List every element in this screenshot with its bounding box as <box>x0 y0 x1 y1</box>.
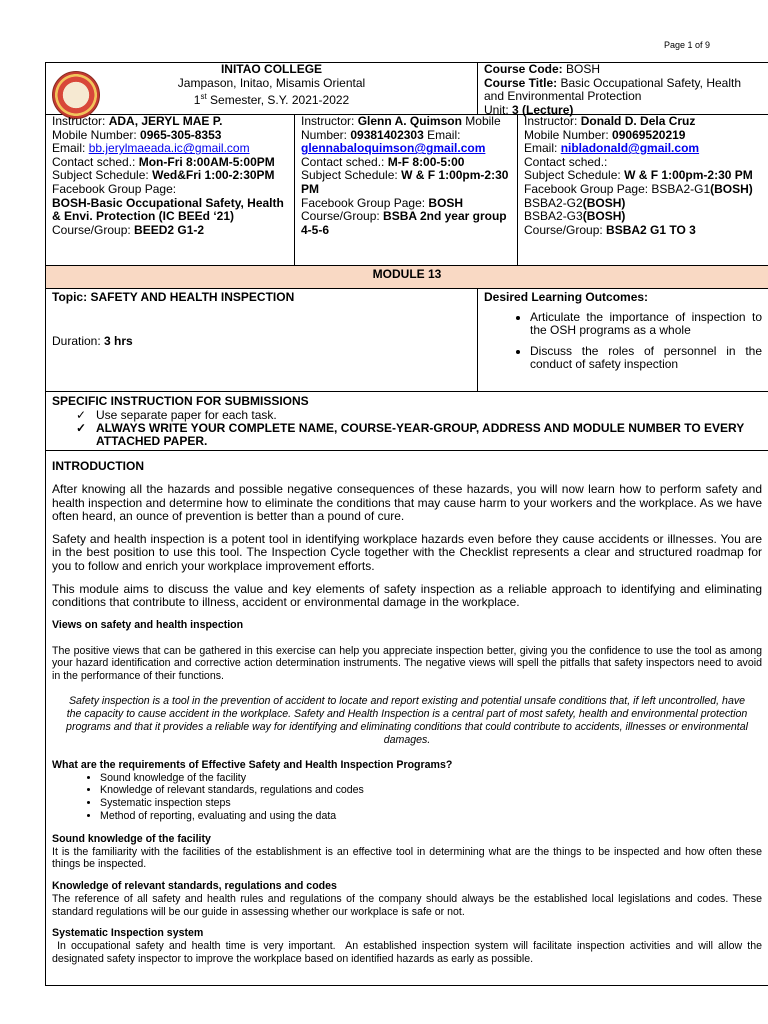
semester: 1st Semester, S.Y. 2021-2022 <box>193 92 350 108</box>
section-heading: Knowledge of relevant standards, regulations and codes <box>52 879 337 892</box>
outcome-item: • Discuss the roles of personnel in the conduct of safety inspection <box>530 345 762 372</box>
section-text: It is the familiarity with the facilities of the establishment is an effective tool in determining what are the things to be inspected and how often these things be inspected. <box>52 845 762 871</box>
duration: 3 hrs <box>104 333 133 348</box>
topic-block: Topic: SAFETY AND HEALTH INSPECTION Duration: 3 hrs <box>46 289 478 391</box>
outcome-item: • Articulate the importance of inspection to the OSH programs as a whole <box>530 311 762 338</box>
college-address: Jampason, Initao, Misamis Oriental <box>177 75 366 90</box>
page-number: Page 1 of 9 <box>663 40 710 50</box>
intro-paragraph: Safety and health inspection is a potent tool in identifying workplace hazards even before they cause accidents or illnesses. You are in the best position to use this tool. The Inspection Cycle together with the Checklist represents a clear and structured roadmap for you to follow and enrich your workplace improvement efforts. <box>52 531 762 573</box>
requirement-item: • Systematic inspection steps <box>100 797 762 810</box>
instructions-row <box>46 392 768 451</box>
fb-group-1: BOSH-Basic Occupational Safety, Health & Envi. Protection (IC BEEd ‘21) <box>52 195 284 224</box>
intro-heading: INTRODUCTION <box>52 459 144 473</box>
instructor-3: Instructor: Donald D. Dela Cruz Mobile Number: 09069520219 Email: nibladonald@gmail.com Contact sched.: Subject Schedule: W & F 1:00pm-2:30 PM Facebook Group Page: BSBA2-G1(BOSH) BSBA2-G2(BOSH) BSBA2-G3(BOSH) Course/Group: BSBA2 G1 TO 3 <box>524 114 753 237</box>
module-banner <box>46 266 768 289</box>
college-block <box>46 63 478 114</box>
course-unit: 3 (Lecture) <box>512 102 574 117</box>
email-link-1[interactable]: bb.jerylmaeada.ic@gmail.com <box>88 141 250 156</box>
course-code: BOSH <box>566 62 601 76</box>
requirement-item: • Method of reporting, evaluating and using the data <box>100 810 762 823</box>
requirements-heading: What are the requirements of Effective Safety and Health Inspection Programs? <box>52 758 453 771</box>
definition-quote: Safety inspection is a tool in the prevention of accident to locate and report existing and potential unsafe conditions that, if left uncontrolled, have the capacity to cause accident in the workplace. Safety and Health Inspection is a central part of most safety, health and environmental protection programs and that it provides a reliable way for identifying and eliminating conditions that could contribute to accidents, illnesses or environmental damages. <box>66 694 748 746</box>
topic-title: SAFETY AND HEALTH INSPECTION <box>90 290 295 304</box>
email-link-2[interactable]: glennabaloquimson@gmail.com <box>301 141 486 156</box>
outcomes-title: Desired Learning Outcomes: <box>484 290 649 304</box>
section-heading: Sound knowledge of the facility <box>52 832 211 845</box>
course-title: Basic Occupational Safety, Health and Environmental Protection <box>484 75 742 104</box>
instructor-2: Instructor: Glenn A. Quimson Mobile Number: 09381402303 Email: glennabaloquimson@gmail.com Contact sched.: M-F 8:00-5:00 Subject Schedule: W & F 1:00pm-2:30 PM Facebook Group Page: BOSH Course/Group: BSBA 2nd year group 4-5-6 <box>295 115 518 265</box>
course-info: Course Code: BOSH Course Title: Basic Occupational Safety, Health and Environmental Protection Unit: 3 (Lecture) <box>484 62 742 117</box>
intro-paragraph: This module aims to discuss the value and key elements of safety inspection as a reliable approach to identifying and eliminating conditions that contribute to illness, accident or environmental damage in the workplace. <box>52 581 762 610</box>
views-heading: Views on safety and health inspection <box>52 618 244 631</box>
email-link-3[interactable]: nibladonald@gmail.com <box>560 141 700 156</box>
module-number: MODULE 13 <box>372 267 442 281</box>
requirement-item: • Knowledge of relevant standards, regulations and codes <box>100 784 762 797</box>
college-name: INITAO COLLEGE <box>220 62 323 76</box>
instructions-title: SPECIFIC INSTRUCTION FOR SUBMISSIONS <box>52 394 309 408</box>
module-sheet <box>45 62 768 986</box>
content-row <box>46 451 768 985</box>
instructor-1: Instructor: ADA, JERYL MAE P. Mobile Number: 0965-305-8353 Email: bb.jerylmaeada.ic@gmail.com Contact sched.: Mon-Fri 8:00AM-5:00PM Subject Schedule: Wed&Fri 1:00-2:30PM Facebook Group Page: BOSH-Basic Occupational Safety, Health & Envi. Protection (IC BEEd ‘21) Course/Group: BEED2 G1-2 <box>46 115 295 265</box>
section-text: In occupational safety and health time is very important. An established inspection system will facilitate inspection activities and will allow the designated safety inspector to improve the workplace based on identified hazards as early as possible. <box>52 940 765 965</box>
views-paragraph: The positive views that can be gathered in this exercise can help you appreciate inspection better, giving you the confidence to use the tool as among your hazard identification and corrective action determination instruments. The negative views will spell the pitfalls that safety inspectors need to avoid in the performance of their functions. <box>52 644 762 682</box>
section-text: The reference of all safety and health rules and regulations of the company should always be the established local legislations and codes. These standard regulations will be our guide in assessing whether our workplace is safe or not. <box>52 892 762 918</box>
instruction-item: ✓ ALWAYS WRITE YOUR COMPLETE NAME, COURSE-YEAR-GROUP, ADDRESS AND MODULE NUMBER TO EVERY ATTACHED PAPER. <box>74 422 762 448</box>
intro-paragraph: After knowing all the hazards and possible negative consequences of these hazards, you will now learn how to perform safety and health inspection and determine how to eliminate the conditions that may cause harm to your workers and the workplace. As we have often heard, an ounce of prevention is better than a pound of cure. <box>52 482 762 524</box>
college-seal-logo <box>52 71 100 119</box>
section-heading: Systematic Inspection system <box>52 927 204 940</box>
header-row <box>46 63 768 115</box>
instruction-item: ✓ Use separate paper for each task. <box>74 409 762 422</box>
outcomes-block <box>478 289 768 391</box>
topic-row <box>46 289 768 392</box>
requirement-item: • Sound knowledge of the facility <box>100 772 762 785</box>
instructors-row <box>46 115 768 266</box>
